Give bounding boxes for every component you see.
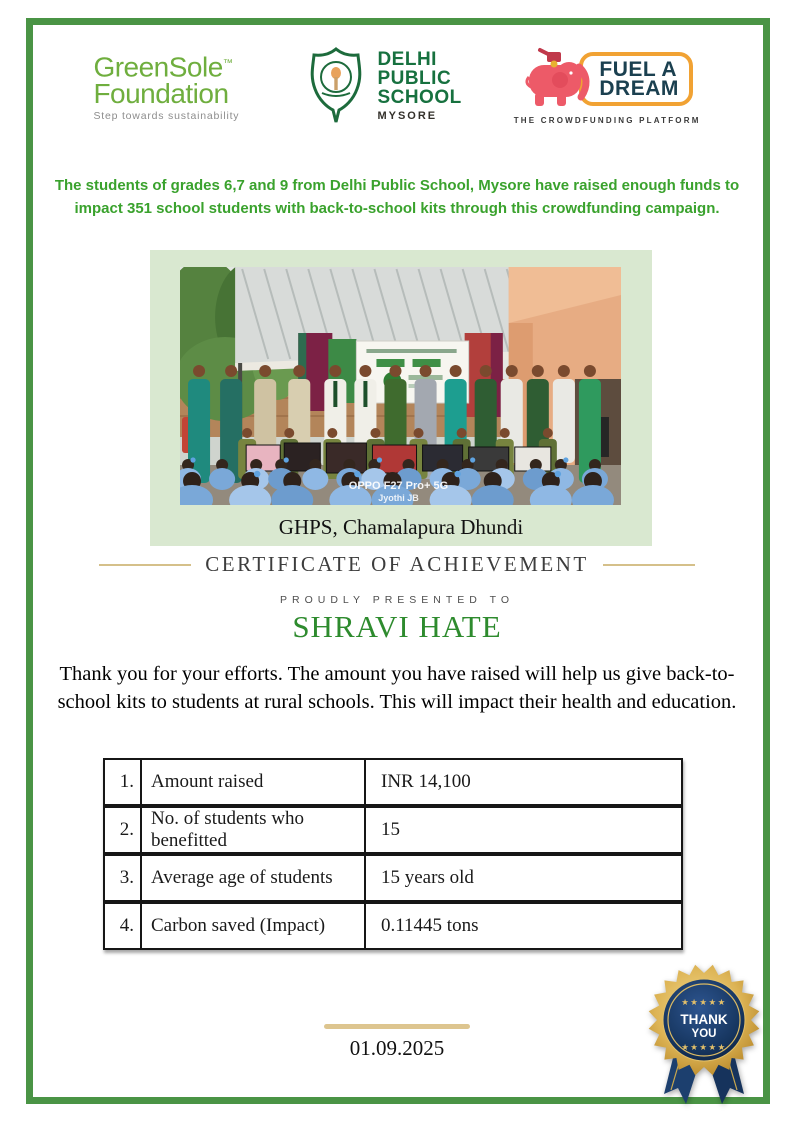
certificate-title: CERTIFICATE OF ACHIEVEMENT xyxy=(205,552,589,576)
photo-caption: GHPS, Chamalapura Dhundi xyxy=(278,515,524,539)
impact-table xyxy=(103,758,683,950)
logos-row xyxy=(0,46,794,126)
table-row xyxy=(103,806,683,854)
presented-to-label: PROUDLY PRESENTED TO xyxy=(279,594,514,606)
photo-panel xyxy=(150,250,652,546)
row-label: Carbon saved (Impact) xyxy=(142,904,366,948)
thank-you-seal-icon xyxy=(644,958,764,1110)
trademark-symbol: ™ xyxy=(222,57,233,69)
dps-mysore-logo xyxy=(305,46,461,126)
photo-watermark-line2: Jyothi JB xyxy=(378,493,419,503)
row-number: 1. xyxy=(105,760,142,804)
greensole-tagline: Step towards sustainability xyxy=(93,110,240,123)
recipient-name: SHRAVI HATE xyxy=(292,609,502,644)
dps-shield-icon xyxy=(305,46,367,126)
thank-you-message: Thank you for your efforts. The amount you have raised will help us give back-to-school kits to students at rural schools. This will impact their health and education. xyxy=(57,663,737,714)
row-number: 2. xyxy=(105,808,142,852)
table-row xyxy=(103,854,683,902)
greensole-name: GreenSole xyxy=(93,51,223,83)
gold-rule-left xyxy=(99,564,191,566)
elephant-piggybank-icon xyxy=(521,47,595,111)
row-label: Amount raised xyxy=(142,760,366,804)
row-value: 15 years old xyxy=(381,867,474,888)
row-value: 15 xyxy=(381,819,400,840)
thank-you-badge xyxy=(644,958,764,1110)
greensole-foundation-logo xyxy=(93,50,253,122)
row-value: INR 14,100 xyxy=(381,771,471,792)
row-number: 3. xyxy=(105,856,142,900)
row-label: Average age of students xyxy=(142,856,366,900)
badge-stars-top: ★★★★★ xyxy=(681,997,727,1007)
greensole-wordmark xyxy=(93,50,253,83)
badge-stars-bottom: ★★★★★ xyxy=(681,1042,727,1052)
table-row xyxy=(103,758,683,806)
issue-date: 01.09.2025 xyxy=(349,1036,445,1060)
fuel-a-dream-wordmark: FUEL A DREAM xyxy=(579,52,693,106)
certificate-heading-row xyxy=(0,552,794,577)
foundation-wordmark: Foundation xyxy=(93,78,229,110)
impact-statement: The students of grades 6,7 and 9 from Delhi Public School, Mysore have raised enough funds to impact 351 school students with back-to-school kits through this crowdfunding campaign. xyxy=(54,177,740,218)
row-value: 0.11445 tons xyxy=(381,915,479,936)
badge-text-thank: THANK xyxy=(680,1012,728,1027)
row-number: 4. xyxy=(105,904,142,948)
fuel-a-dream-logo xyxy=(514,47,701,125)
gold-rule-right xyxy=(603,564,695,566)
fuel-a-dream-tagline: THE CROWDFUNDING PLATFORM xyxy=(513,116,701,125)
group-photo xyxy=(180,267,621,505)
row-label: No. of students who benefitted xyxy=(142,808,366,852)
dps-wordmark: DELHI PUBLIC SCHOOL MYSORE xyxy=(377,49,462,122)
photo-watermark-line1: OPPO F27 Pro+ 5G xyxy=(348,480,449,492)
badge-text-you: YOU xyxy=(691,1028,717,1040)
table-row xyxy=(103,902,683,950)
gold-date-rule xyxy=(324,1024,470,1029)
